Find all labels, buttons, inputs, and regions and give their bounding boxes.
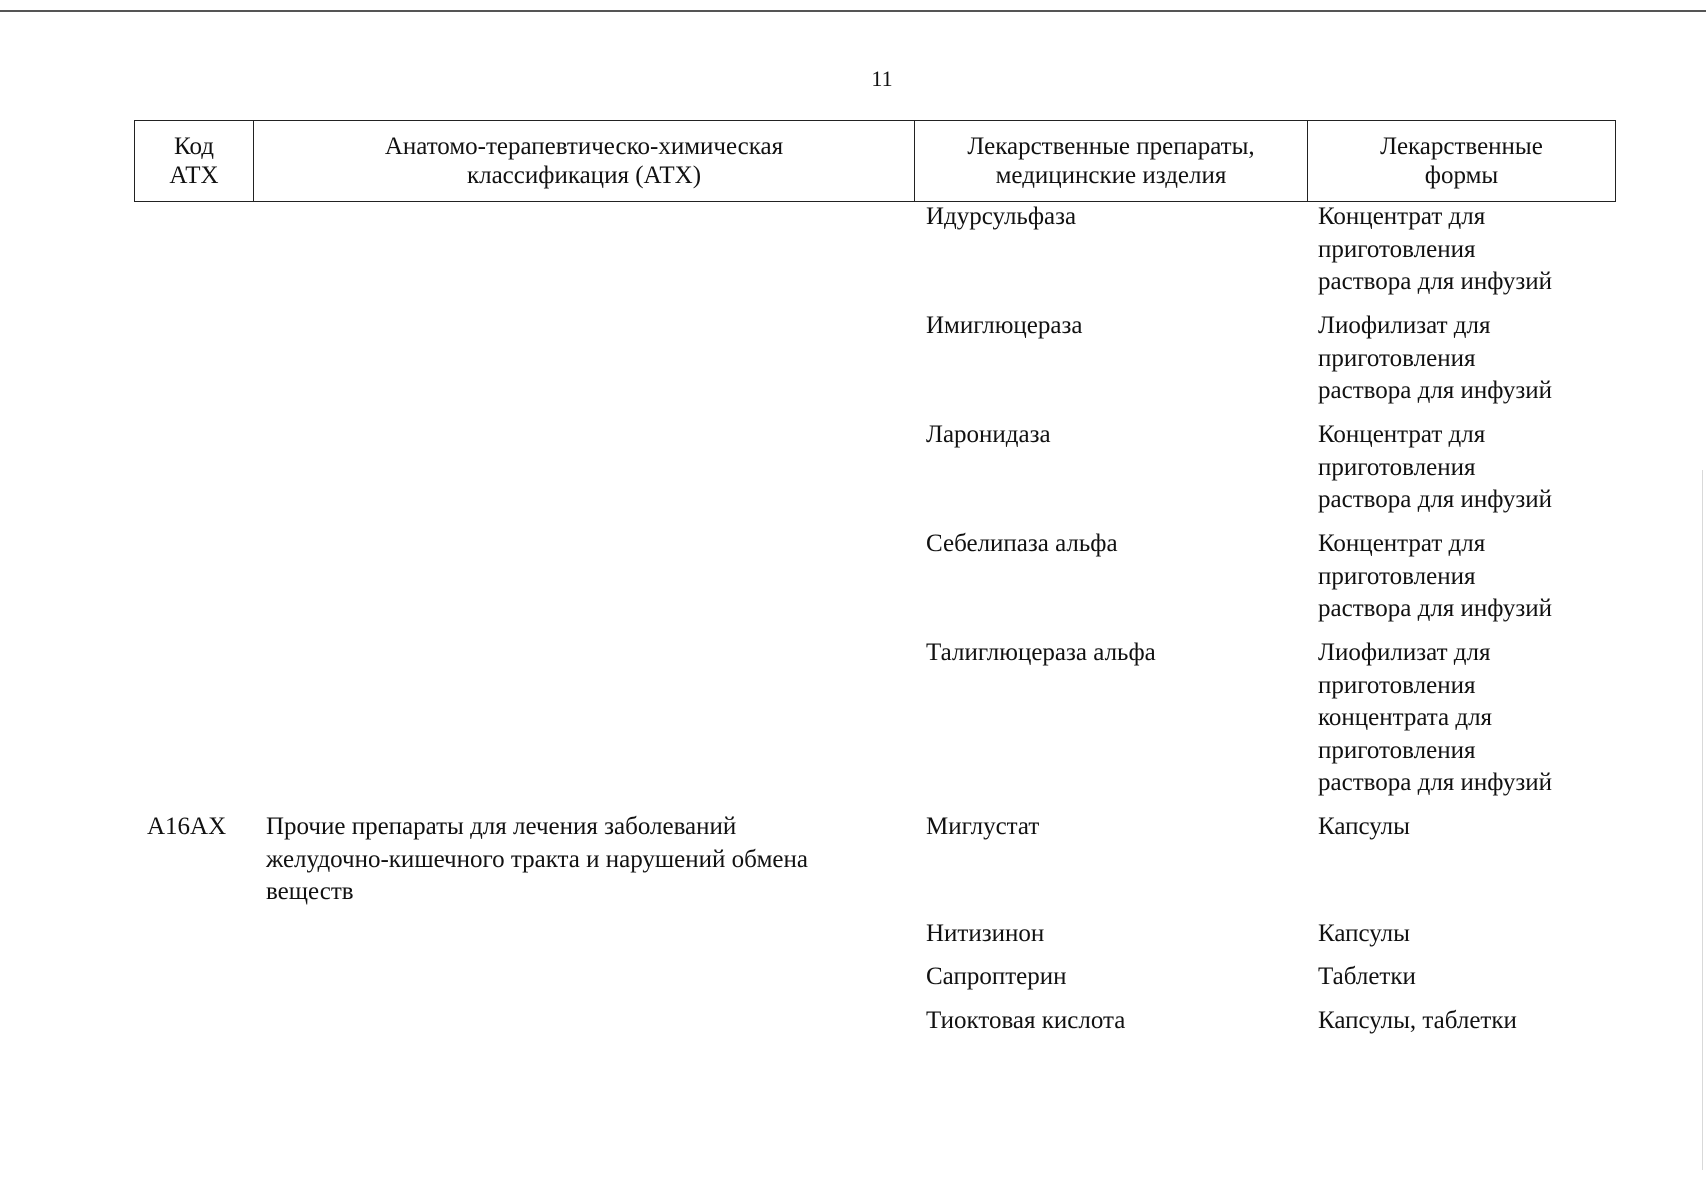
table-row-form: Концентрат для приготовления раствора для инфузий [1318,530,1553,622]
header-drugs [915,121,1308,202]
header-forms [1308,121,1616,202]
table-row-code: A16AX [147,813,227,840]
table-row-form: Таблетки [1318,963,1416,990]
table-row-drug: Тиоктовая кислота [926,1007,1126,1034]
table-row-drug: Себелипаза альфа [926,530,1118,557]
scan-edge-right [1702,470,1703,1170]
header-drugs-label: Лекарственные препараты, медицинские изделия [967,133,1255,189]
table-row-form: Концентрат для приготовления раствора для инфузий [1318,203,1553,295]
table-row-form: Лиофилизат для приготовления концентрата для приготовления раствора для инфузий [1318,639,1553,796]
table-row-form: Капсулы, таблетки [1318,1007,1517,1034]
header-forms-label: Лекарственные формы [1380,133,1543,189]
table-row-form: Концентрат для приготовления раствора для инфузий [1318,421,1553,513]
table-row-drug: Сапроптерин [926,963,1067,990]
table-row-drug: Идурсульфаза [926,203,1077,230]
scan-edge-top [0,10,1706,12]
table-row-drug: Миглустат [926,813,1040,840]
table-row-form: Капсулы [1318,920,1410,947]
header-row [135,121,1616,202]
page-number: 11 [871,66,893,91]
table-row-drug: Имиглюцераза [926,312,1083,339]
header-code-label: Код АТХ [169,133,219,189]
header-code [135,121,254,202]
table-row-form: Лиофилизат для приготовления раствора для инфузий [1318,312,1553,404]
header-classification [254,121,915,202]
table-row-classification: Прочие препараты для лечения заболеваний желудочно-кишечного тракта и нарушений обмена веществ [266,813,808,905]
header-classification-label: Анатомо-терапевтическо-химическая классификация (АТХ) [384,133,784,189]
table-row-drug: Ларонидаза [926,421,1051,448]
table-row-drug: Нитизинон [926,920,1045,947]
table-header [134,120,1616,202]
table-row-drug: Талиглюцераза альфа [926,639,1156,666]
table-row-form: Капсулы [1318,813,1410,840]
